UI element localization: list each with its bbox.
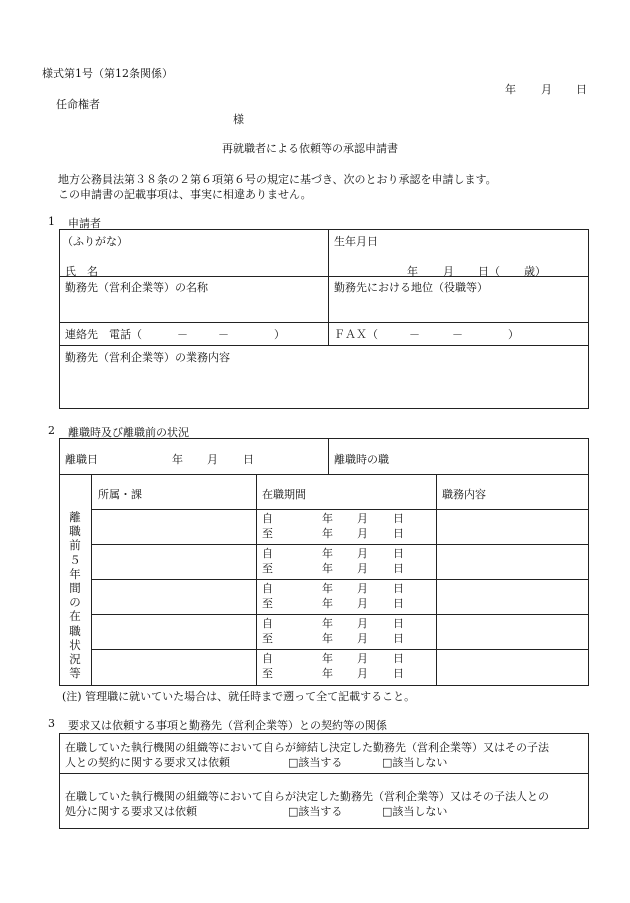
phone-close: ） — [274, 328, 285, 341]
period-from-day: 日 — [393, 617, 404, 630]
row-line-1 — [91, 544, 589, 545]
fax-label: ＦＡＸ（ — [334, 328, 378, 341]
name-label: 氏 名 — [65, 265, 98, 278]
retire-month-label: 月 — [207, 453, 218, 466]
phone-dash-1: － — [177, 328, 188, 341]
period-to-month: 月 — [357, 597, 368, 610]
applicant-row-line-1 — [59, 276, 589, 277]
period-from: 自 — [262, 512, 273, 525]
employer-position-label: 勤務先における地位（役職等） — [334, 281, 488, 294]
intro-line-2: この申請書の記載事項は、事実に相違ありません。 — [58, 188, 312, 201]
date-month-label: 月 — [541, 83, 552, 96]
period-to-year: 年 — [322, 667, 333, 680]
applicant-divider — [328, 229, 329, 345]
section1-number: 1 — [48, 215, 55, 228]
item1-applicable-checkbox[interactable]: □該当する — [288, 756, 343, 769]
applicant-row-line-3 — [59, 345, 589, 346]
vertical-label: 離職前５年間の在職状況等 — [69, 510, 81, 681]
period-from-day: 日 — [393, 512, 404, 525]
period-to-day: 日 — [393, 597, 404, 610]
period-to: 至 — [262, 527, 273, 540]
section3-number: 3 — [48, 717, 55, 730]
period-to-year: 年 — [322, 597, 333, 610]
period-from-month: 月 — [357, 652, 368, 665]
item2-not-applicable-checkbox[interactable]: □該当しない — [382, 805, 448, 818]
row-line-3 — [91, 614, 589, 615]
period-to-day: 日 — [393, 562, 404, 575]
period-from-month: 月 — [357, 582, 368, 595]
relationship-row-line — [59, 773, 589, 774]
item2-applicable-checkbox[interactable]: □該当する — [288, 805, 343, 818]
row-line-2 — [91, 579, 589, 580]
fax-dash-2: － — [452, 328, 463, 341]
item1-not-applicable-checkbox[interactable]: □該当しない — [382, 756, 448, 769]
period-from-year: 年 — [322, 617, 333, 630]
period-to: 至 — [262, 562, 273, 575]
vertical-label-divider — [91, 474, 92, 686]
intro-line-1: 地方公務員法第３８条の２第６項第６号の規定に基づき、次のとおり承認を申請します。 — [58, 173, 497, 186]
phone-dash-2: － — [218, 328, 229, 341]
birth-month-label: 月 — [443, 265, 454, 278]
period-to-year: 年 — [322, 632, 333, 645]
sama-label: 様 — [233, 113, 244, 126]
item2-line-2: 処分に関する要求又は依頼 — [65, 805, 197, 818]
col-duties-header: 職務内容 — [442, 488, 486, 501]
period-to-day: 日 — [393, 667, 404, 680]
furigana-label: （ふりがな） — [62, 235, 128, 248]
period-to: 至 — [262, 597, 273, 610]
addressee-label: 任命権者 — [56, 98, 100, 111]
period-from: 自 — [262, 547, 273, 560]
section3-heading: 要求又は依頼する事項と勤務先（営利企業等）との契約等の関係 — [68, 719, 387, 732]
period-from-month: 月 — [357, 547, 368, 560]
period-to-year: 年 — [322, 527, 333, 540]
period-from: 自 — [262, 582, 273, 595]
birth-label: 生年月日 — [334, 235, 378, 248]
row-line-4 — [91, 649, 589, 650]
header-row-line — [91, 509, 589, 510]
period-to-month: 月 — [357, 632, 368, 645]
period-from-day: 日 — [393, 582, 404, 595]
item2-line-1: 在職していた執行機関の組織等において自らが決定した勤務先（営利企業等）又はその子法人との — [65, 790, 549, 803]
contact-label: 連絡先 電話（ — [65, 328, 142, 341]
col-dept-header: 所属・課 — [98, 488, 142, 501]
period-from-month: 月 — [357, 512, 368, 525]
employer-name-label: 勤務先（営利企業等）の名称 — [65, 281, 208, 294]
section2-note: (注) 管理職に就いていた場合は、就任時まで遡って全て記載すること。 — [62, 690, 416, 703]
period-duties-divider — [436, 474, 437, 686]
period-to: 至 — [262, 632, 273, 645]
retire-year-label: 年 — [172, 453, 183, 466]
date-day-label: 日 — [576, 83, 587, 96]
period-from-year: 年 — [322, 547, 333, 560]
retire-date-label: 離職日 — [65, 453, 98, 466]
date-year-label: 年 — [505, 83, 516, 96]
period-to-month: 月 — [357, 667, 368, 680]
section1-heading: 申請者 — [68, 217, 101, 230]
fax-close: ） — [508, 328, 519, 341]
fax-dash-1: － — [409, 328, 420, 341]
section2-number: 2 — [48, 424, 55, 437]
retire-divider — [328, 438, 329, 474]
page-title: 再就職者による依頼等の承認申請書 — [222, 142, 398, 155]
birth-age-label: 歳） — [524, 265, 546, 278]
section2-heading: 離職時及び離職前の状況 — [68, 426, 189, 439]
item1-line-2: 人との契約に関する要求又は依頼 — [65, 756, 230, 769]
period-to-month: 月 — [357, 527, 368, 540]
period-from-month: 月 — [357, 617, 368, 630]
period-from-year: 年 — [322, 652, 333, 665]
period-from: 自 — [262, 617, 273, 630]
period-from: 自 — [262, 652, 273, 665]
item1-line-1: 在職していた執行機関の組織等において自らが締結し決定した勤務先（営利企業等）又はその子法 — [65, 741, 549, 754]
business-content-label: 勤務先（営利企業等）の業務内容 — [65, 351, 230, 364]
retire-row-line — [59, 474, 589, 475]
period-from-day: 日 — [393, 547, 404, 560]
birth-day-label: 日（ — [478, 265, 500, 278]
period-from-year: 年 — [322, 512, 333, 525]
period-from-day: 日 — [393, 652, 404, 665]
col-period-header: 在職期間 — [262, 488, 306, 501]
period-to-month: 月 — [357, 562, 368, 575]
period-to-day: 日 — [393, 632, 404, 645]
dept-period-divider — [256, 474, 257, 686]
period-to-year: 年 — [322, 562, 333, 575]
applicant-row-line-2 — [59, 322, 589, 323]
applicant-table — [59, 229, 589, 409]
form-number: 様式第1号（第12条関係） — [42, 67, 173, 80]
retire-post-label: 離職時の職 — [334, 453, 389, 466]
retire-day-label: 日 — [243, 453, 254, 466]
period-to: 至 — [262, 667, 273, 680]
period-from-year: 年 — [322, 582, 333, 595]
birth-year-label: 年 — [407, 265, 418, 278]
period-to-day: 日 — [393, 527, 404, 540]
